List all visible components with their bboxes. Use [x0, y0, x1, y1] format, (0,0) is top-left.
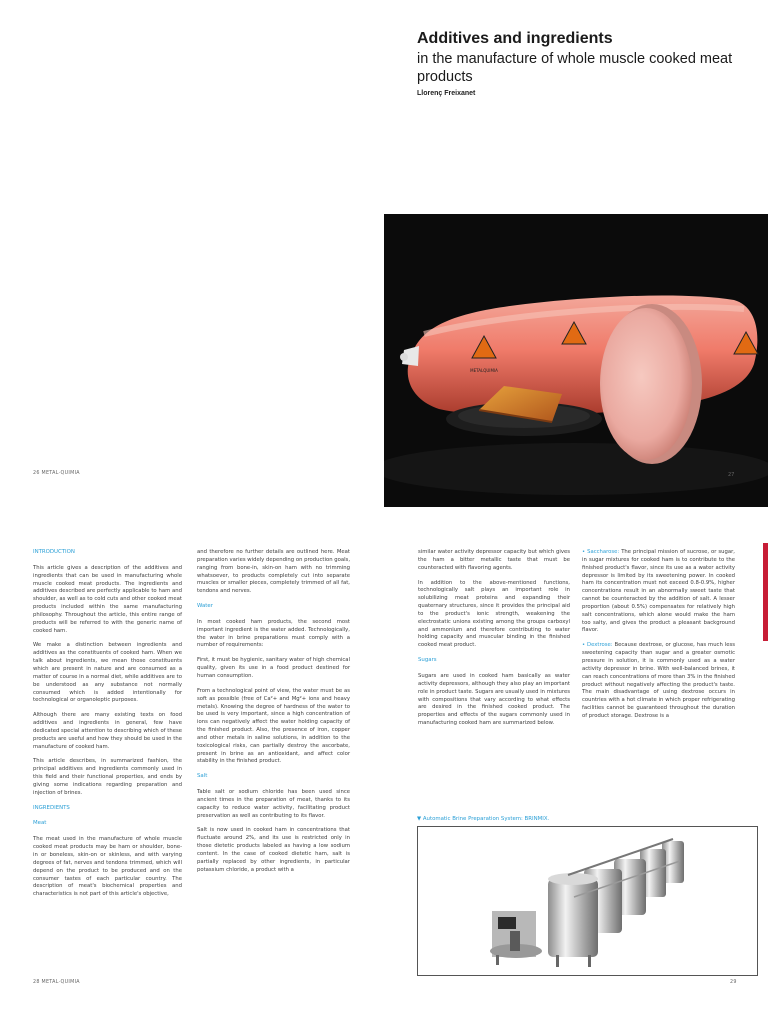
- article-title: Additives and ingredients: [417, 30, 613, 47]
- brinmix-machine-illustration: [418, 827, 757, 975]
- hero-left-folio: 26 METAL·QUIMIA: [33, 471, 80, 476]
- paragraph: First, it must be hygienic, sanitary water of high chemical quality, given its use in a food product destined for human consumption.: [197, 657, 350, 679]
- paragraph: We make a distinction between ingredients and additives as the constituents of cooked ham. When we talk about ingredients, we mean those constituents which are present in nature and are consumed as a matter of course in a normal diet, while additives are to be understood as any substance not normally consumed which is added intentionally for technological or organoleptic purposes.: [33, 642, 182, 704]
- paragraph: similar water activity depressor capacity but which gives the ham a bitter metallic taste that must be counteracted with flavoring agents.: [418, 549, 570, 571]
- bullet-text: Because dextrose, or glucose, has much less sweetening capacity than sugar and a greater osmotic pressure in solution, it is commonly used as a water activity depressor in brine. With well-balanced brines, it can reach concentrations of more than 3% in the finished product without negatively affecting the product's taste. The main disadvantage of using dextrose occurs in countries with a hot climate in which proper refrigerating facilities cannot be guaranteed throughout the duration of product storage. Dextrose is a: [582, 642, 735, 719]
- heading-water: Water: [197, 603, 213, 610]
- heading-introduction: INTRODUCTION: [33, 549, 75, 555]
- bullet-saccharose: [582, 549, 735, 635]
- paragraph: Table salt or sodium chloride has been used since ancient times in the preparation of meat, thanks to its capacity to reduce water activity, facilitating product preservation as well as contributing to its flavor.: [197, 789, 350, 819]
- paragraph: In addition to the above-mentioned functions, technologically salt plays an important role in solubilizing meat proteins and expanding their quaternary structures, since it provides the principal aid to the product's ionic strength, weakening the electrostatic unions existing among the groups carboxyl and ammonium and therefore contributing to water holding capacity and muscular binding in the finished cooked meat product.: [418, 579, 570, 649]
- figure-caption: ▼ Automatic Brine Preparation System: BRINMIX.: [417, 816, 550, 822]
- casing-brand-1: METALQUIMIA: [470, 368, 498, 373]
- section-tab-marker: [763, 543, 768, 641]
- footer-left-folio: 28 METAL·QUIMIA: [33, 980, 80, 985]
- article-author: Llorenç Freixanet: [417, 90, 476, 97]
- paragraph: Although there are many existing texts on food additives and ingredients in general, few have dedicated special attention to describing which of these products are useful and how they should be used in the manufacture of cooked ham.: [33, 712, 182, 750]
- footer-right-folio: 29: [730, 980, 737, 985]
- paragraph: This article gives a description of the additives and ingredients that can be used in manufacturing whole muscle cooked meat products. The ingredients and additives described are perfectly applicable to ham and shoulder, as well as to cold cuts and other cooked meat products included within the same manufacturing philosophy. Throughout the article, this entire range of products will be referred to with the generic name of cooked ham.: [33, 564, 182, 634]
- text-column-3: [418, 549, 570, 735]
- bullet-lead: • Saccharose:: [582, 549, 620, 555]
- bullet-text: The principal mission of sucrose, or sugar, in sugar mixtures for cooked ham is to contribute to the finished product's flavor, since its use as a water activity depressor is limited by its sweetening power. In cooked ham its concentration must not exceed 0.8-0.9%, higher concentrations result in an abnormally sweet taste that cannot be counteracted by the addition of salt. A lesser proportion (about 0.5%) compensates for relatively high salt concentrations, which alone would make the ham too salty, and gives the product a pleasant background flavor.: [582, 549, 735, 634]
- article-subtitle: in the manufacture of whole muscle cooked meat products: [417, 51, 733, 85]
- paragraph: Sugars are used in cooked ham basically as water activity depressors, although they also play an important role in product taste. Sugars are usually used in mixtures with compositions that vary according to what effects are desired in the finished cooked product. The properties and effects of the sugars commonly used in manufacturing cooked ham are summarized below.: [418, 672, 570, 727]
- hero-right-folio: 27: [728, 472, 735, 478]
- heading-meat: Meat: [33, 820, 47, 827]
- text-column-1: [33, 549, 182, 906]
- ham-product-photo: [384, 214, 768, 507]
- paragraph: This article describes, in summarized fashion, the principal additives and ingredients commonly used in this field and their functional properties, and ends by giving some indications regarding preparation and injection of brines.: [33, 758, 182, 796]
- brinmix-figure: [417, 826, 758, 976]
- paragraph: The meat used in the manufacture of whole muscle cooked meat products may be ham or shoulder, bone-in or boneless, skin-on or skinless, and with varying degrees of fat, nerves and tendons trimmed, which will depend on the product to be produced and on the consumer tastes of each particular country. The description of meat's biochemical properties and characteristics is not part of this article's objective,: [33, 836, 182, 898]
- heading-salt: Salt: [197, 773, 208, 780]
- paragraph: and therefore no further details are outlined here. Meat preparation varies widely depending on production goals, ranging from bone-in, skin-on ham with no trimming whatsoever, to products completely cut into separate muscles or smaller pieces, completely trimmed of all fat, tendons and nerves.: [197, 549, 350, 595]
- paragraph: In most cooked ham products, the second most important ingredient is the water added. Technologically, the water in brine preparations must comply with a number of requirements:: [197, 618, 350, 649]
- paragraph: From a technological point of view, the water must be as soft as possible (free of Ca²+ and Mg²+ ions and heavy metals). Knowing the degree of hardness of the water to be used is very important, since a high concentration of ions can negatively affect the water holding capacity of the finished product. Also, the presence of iron, copper and other metals in saline solutions, in addition to the toxicological risks, can partially destroy the ascorbate, present in brine as an antioxidant, and affect color stability in the finished product.: [197, 687, 350, 765]
- heading-sugars: Sugars: [418, 657, 437, 664]
- heading-ingredients: INGREDIENTS: [33, 804, 70, 811]
- bullet-dextrose: [582, 642, 735, 720]
- text-column-4: [582, 549, 735, 728]
- paragraph: Salt is now used in cooked ham in concentrations that fluctuate around 2%, and its use is restricted only in those dietetic products labeled as having a low sodium content. In the case of cooked dietetic ham, salt is partially replaced by other ingredients, in particular potassium chloride, a product with a: [197, 827, 350, 873]
- ham-illustration: [384, 214, 768, 507]
- bullet-lead: • Dextrose:: [582, 642, 613, 649]
- text-column-2: [197, 549, 350, 882]
